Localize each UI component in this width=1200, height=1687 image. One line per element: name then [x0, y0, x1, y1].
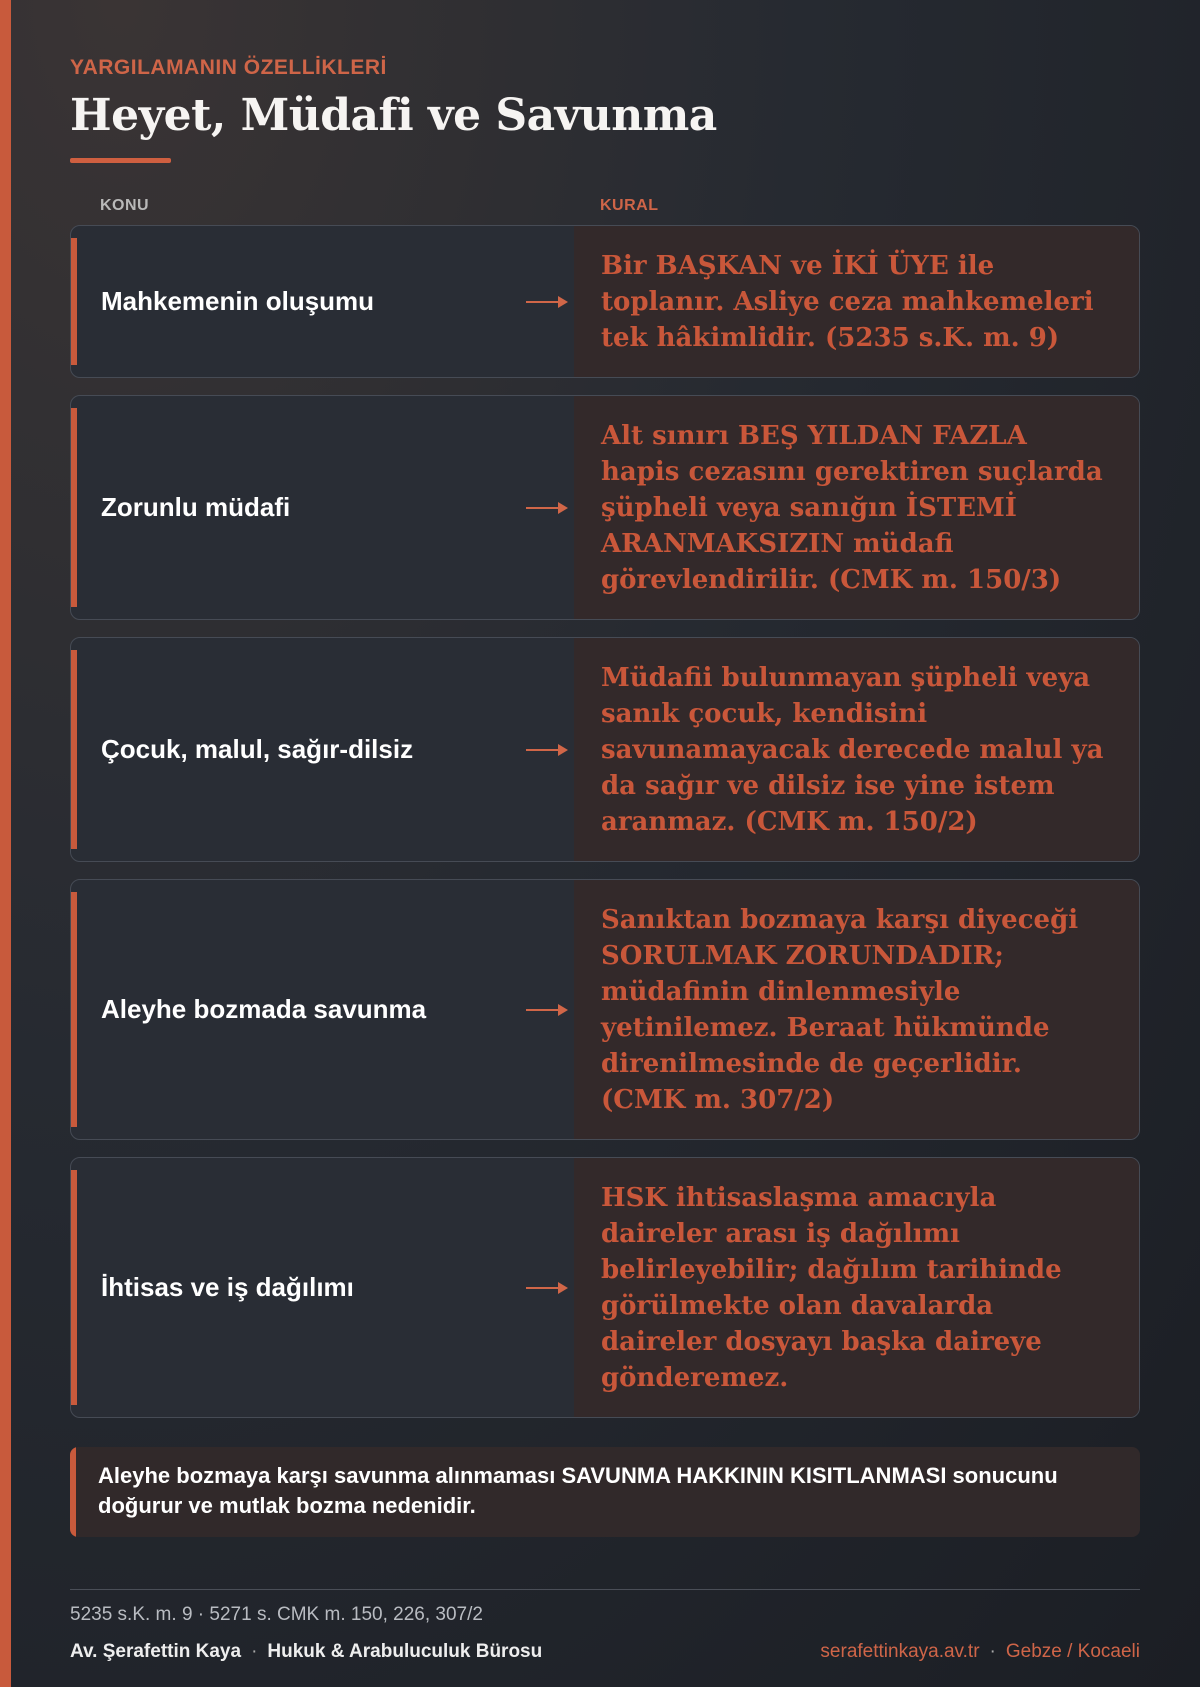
author-name: Av. Şerafettin Kaya	[70, 1641, 242, 1662]
row-rule: Alt sınırı BEŞ YILDAN FAZLA hapis cezasını gerektiren suçlarda şüpheli veya sanığın İSTEMİ ARANMAKSIZIN müdafi görevlendirilir. (CMK m. 150/3)	[601, 420, 1103, 595]
rule-row	[70, 879, 1140, 1140]
row-topic: Aleyhe bozmada savunma	[101, 994, 427, 1024]
row-topic: İhtisas ve iş dağılımı	[101, 1272, 354, 1302]
contact-line	[820, 1641, 1140, 1663]
website-link[interactable]: serafettinkaya.av.tr	[820, 1641, 980, 1662]
eyebrow-label: YARGILAMANIN ÖZELLİKLERİ	[70, 56, 387, 79]
row-accent	[71, 892, 77, 1127]
row-accent	[71, 1170, 77, 1405]
page-title: Heyet, Müdafi ve Savunma	[70, 90, 717, 141]
row-topic: Mahkemenin oluşumu	[101, 286, 375, 316]
rule-row	[70, 225, 1140, 378]
separator: ·	[251, 1641, 258, 1662]
column-header-topic: KONU	[100, 197, 150, 214]
column-header-rule: KURAL	[600, 197, 659, 214]
rule-row	[70, 395, 1140, 620]
row-accent	[71, 408, 77, 607]
separator: ·	[989, 1641, 996, 1662]
arrow-right-icon	[526, 743, 568, 757]
legal-references: 5235 s.K. m. 9 · 5271 s. CMK m. 150, 226, 307/2	[70, 1604, 483, 1625]
row-rule: HSK ihtisaslaşma amacıyla daireler arası iş dağılımı belirleyebilir; dağılım tarihinde görülmekte olan davalarda daireler dosyayı başka daireye gönderemez.	[601, 1182, 1062, 1393]
arrow-right-icon	[526, 501, 568, 515]
arrow-right-icon	[526, 1003, 568, 1017]
title-underline	[70, 158, 171, 163]
footer-divider	[70, 1589, 1140, 1590]
row-rule: Bir BAŞKAN ve İKİ ÜYE ile toplanır. Asliye ceza mahkemeleri tek hâkimlidir. (5235 s.K. m. 9)	[601, 250, 1094, 353]
note-text: Aleyhe bozmaya karşı savunma alınmaması SAVUNMA HAKKININ KISITLANMASI sonucunu doğurur ve mutlak bozma nedenidir.	[98, 1463, 1058, 1518]
rule-row	[70, 1157, 1140, 1418]
arrow-right-icon	[526, 295, 568, 309]
arrow-right-icon	[526, 1281, 568, 1295]
row-topic: Zorunlu müdafi	[101, 492, 291, 522]
row-rule: Müdafii bulunmayan şüpheli veya sanık çocuk, kendisini savunamayacak derecede malul ya da sağır ve dilsiz ise yine istem aranmaz. (CMK m. 150/2)	[601, 662, 1104, 837]
warning-note	[70, 1447, 1140, 1537]
location-text: Gebze / Kocaeli	[1005, 1641, 1140, 1662]
row-topic: Çocuk, malul, sağır-dilsiz	[101, 734, 414, 764]
row-accent	[71, 650, 77, 849]
row-rule: Sanıktan bozmaya karşı diyeceği SORULMAK ZORUNDADIR; müdafinin dinlenmesiyle yetinilemez. Beraat hükmünde direnilmesinde de geçerlidir. (CMK m. 307/2)	[601, 904, 1079, 1115]
left-accent-bar	[0, 0, 11, 1687]
author-line	[70, 1641, 542, 1663]
office-name: Hukuk & Arabuluculuk Bürosu	[267, 1641, 543, 1662]
note-accent	[70, 1447, 76, 1537]
rule-row	[70, 637, 1140, 862]
row-accent	[71, 238, 77, 365]
